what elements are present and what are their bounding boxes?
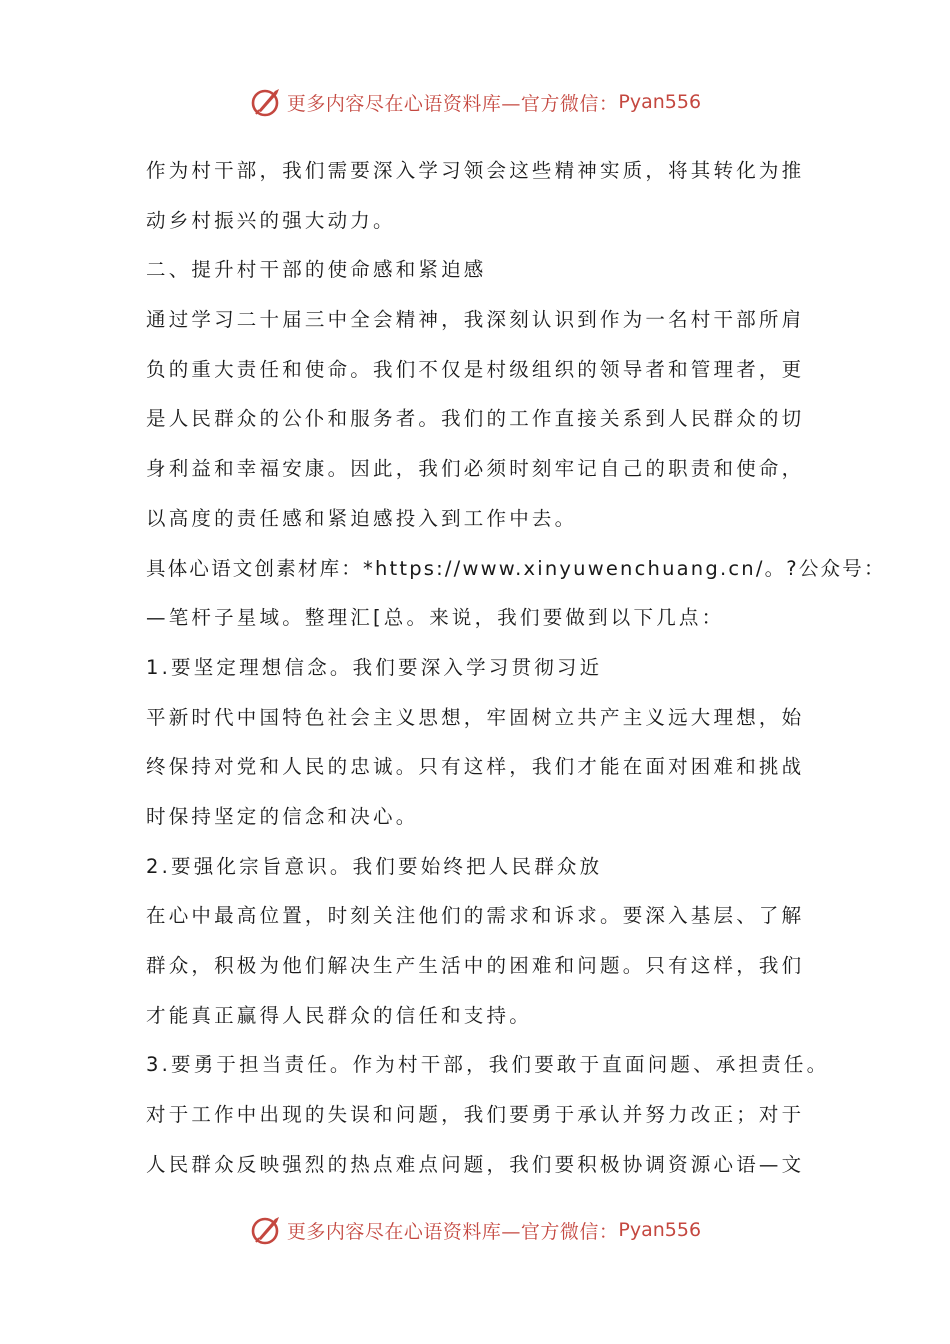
paragraph-line: 人民群众反映强烈的热点难点问题，我们要积极协调资源心语—文 <box>146 1152 805 1176</box>
paragraph-line: 以高度的责任感和紧迫感投入到工作中去。 <box>146 506 578 530</box>
paragraph-line: 在心中最高位置，时刻关注他们的需求和诉求。要深入基层、了解 <box>146 904 805 928</box>
paragraph-line: 动乡村振兴的强大动力。 <box>146 208 396 232</box>
quill-pen-circle-icon <box>249 85 283 119</box>
paragraph-line: 对于工作中出现的失误和问题，我们要勇于承认并努力改正；对于 <box>146 1103 805 1127</box>
paragraph-line: 平新时代中国特色社会主义思想，牢固树立共产主义远大理想，始 <box>146 705 805 729</box>
paragraph-line: 群众，积极为他们解决生产生活中的困难和问题。只有这样，我们 <box>146 954 805 977</box>
paragraph-line: 终保持对党和人民的忠诚。只有这样，我们才能在面对困难和挑战 <box>146 755 805 779</box>
section-heading: 二、提升村干部的使命感和紧迫感 <box>146 258 487 282</box>
paragraph-line: 时保持坚定的信念和决心。 <box>146 804 419 828</box>
paragraph-line: 作为村干部，我们需要深入学习领会这些精神实质，将其转化为推 <box>146 159 805 182</box>
document-body <box>146 150 886 1193</box>
paragraph-line: 才能真正赢得人民群众的信任和支持。 <box>146 1003 532 1027</box>
footer-banner <box>0 1210 950 1250</box>
paragraph-line: 是人民群众的公仆和服务者。我们的工作直接关系到人民群众的切 <box>146 407 805 431</box>
wechat-id: Pyan556 <box>618 91 702 113</box>
paragraph-line: —笔杆子星域。整理汇[总。来说，我们要做到以下几点： <box>146 606 725 630</box>
banner-text: 更多内容尽在心语资料库—官方微信： <box>286 92 619 115</box>
banner-text: 更多内容尽在心语资料库—官方微信： <box>286 1220 619 1243</box>
list-item: 3.要勇于担当责任。作为村干部，我们要敢于直面问题、承担责任。 <box>146 1053 830 1077</box>
list-item: 1.要坚定理想信念。我们要深入学习贯彻习近 <box>146 655 603 679</box>
wechat-id: Pyan556 <box>618 1219 702 1241</box>
list-item: 2.要强化宗旨意识。我们要始终把人民群众放 <box>146 854 603 878</box>
paragraph-line: 身利益和幸福安康。因此，我们必须时刻牢记自己的职责和使命， <box>146 457 805 481</box>
paragraph-line: 通过学习二十届三中全会精神，我深刻认识到作为一名村干部所肩 <box>146 308 805 332</box>
header-banner <box>0 82 950 122</box>
paragraph-line: 具体心语文创素材库：*https://www.xinyuwenchuang.cn/。?公众号： <box>146 556 886 580</box>
paragraph-line: 负的重大责任和使命。我们不仅是村级组织的领导者和管理者，更 <box>146 357 805 381</box>
quill-pen-circle-icon <box>249 1213 283 1247</box>
